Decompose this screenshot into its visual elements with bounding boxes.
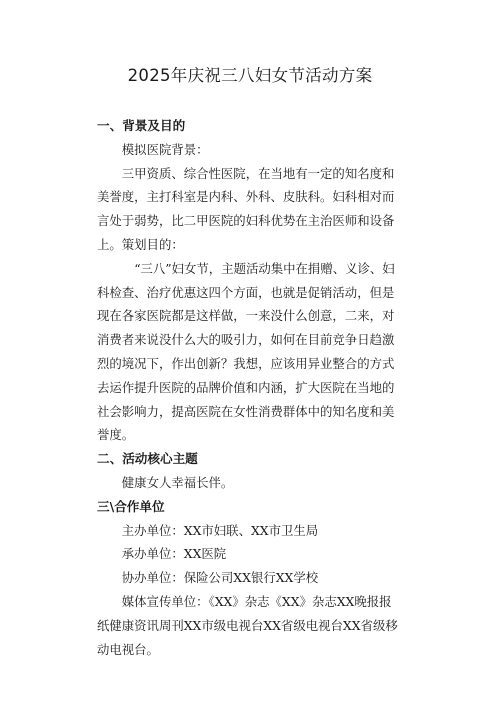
- paragraph-coorganizer-unit: 协办单位：保险公司XX银行XX学校: [121, 570, 319, 586]
- paragraph-core-theme: 健康女人幸福长伴。: [121, 474, 234, 490]
- paragraph-womens-day-theme: “三八”妇女节，主题活动集中在捐赠、义诊、妇科检查、治疗优惠这四个方面，也就是促销活动，但是现在各家医院都是这样做，一来没什么创意，二来，对消费者来说没什么大的吸引力，如何在目前竞争日趋激烈的境况下，作出创新？我想，应该用异业整合的方式去运作提升医院的品牌价值和内涵，扩大医院在当地的社会影响力，提高医院在女性消费群体中的知名度和美誉度。: [97, 260, 395, 443]
- paragraph-organizer-unit: 承办单位：XX医院: [121, 546, 227, 562]
- paragraph-hospital-background-label: 模拟医院背景：: [121, 141, 209, 157]
- section-heading-partners: 三\合作单位: [97, 498, 165, 514]
- paragraph-hospital-qualification: 三甲资质、综合性医院，在当地有一定的知名度和美誉度，主打科室是内科、外科、皮肤科。妇科相对而言处于弱势，比二甲医院的妇科优势在主治医师和设备上。策划目的：: [97, 165, 395, 252]
- document-body: [97, 114, 402, 661]
- document-title: 2025年庆祝三八妇女节活动方案: [127, 66, 373, 85]
- paragraph-host-unit: 主办单位：XX市妇联、XX市卫生局: [121, 522, 319, 538]
- section-heading-core-theme: 二、活动核心主题: [97, 451, 198, 467]
- section-heading-background: 一、背景及目的: [97, 118, 186, 133]
- paragraph-media-units: 媒体宣传单位：《XX》杂志《XX》杂志XX晚报报纸健康资讯周刊XX市级电视台XX省级电视台XX省级移动电视台。: [97, 593, 398, 657]
